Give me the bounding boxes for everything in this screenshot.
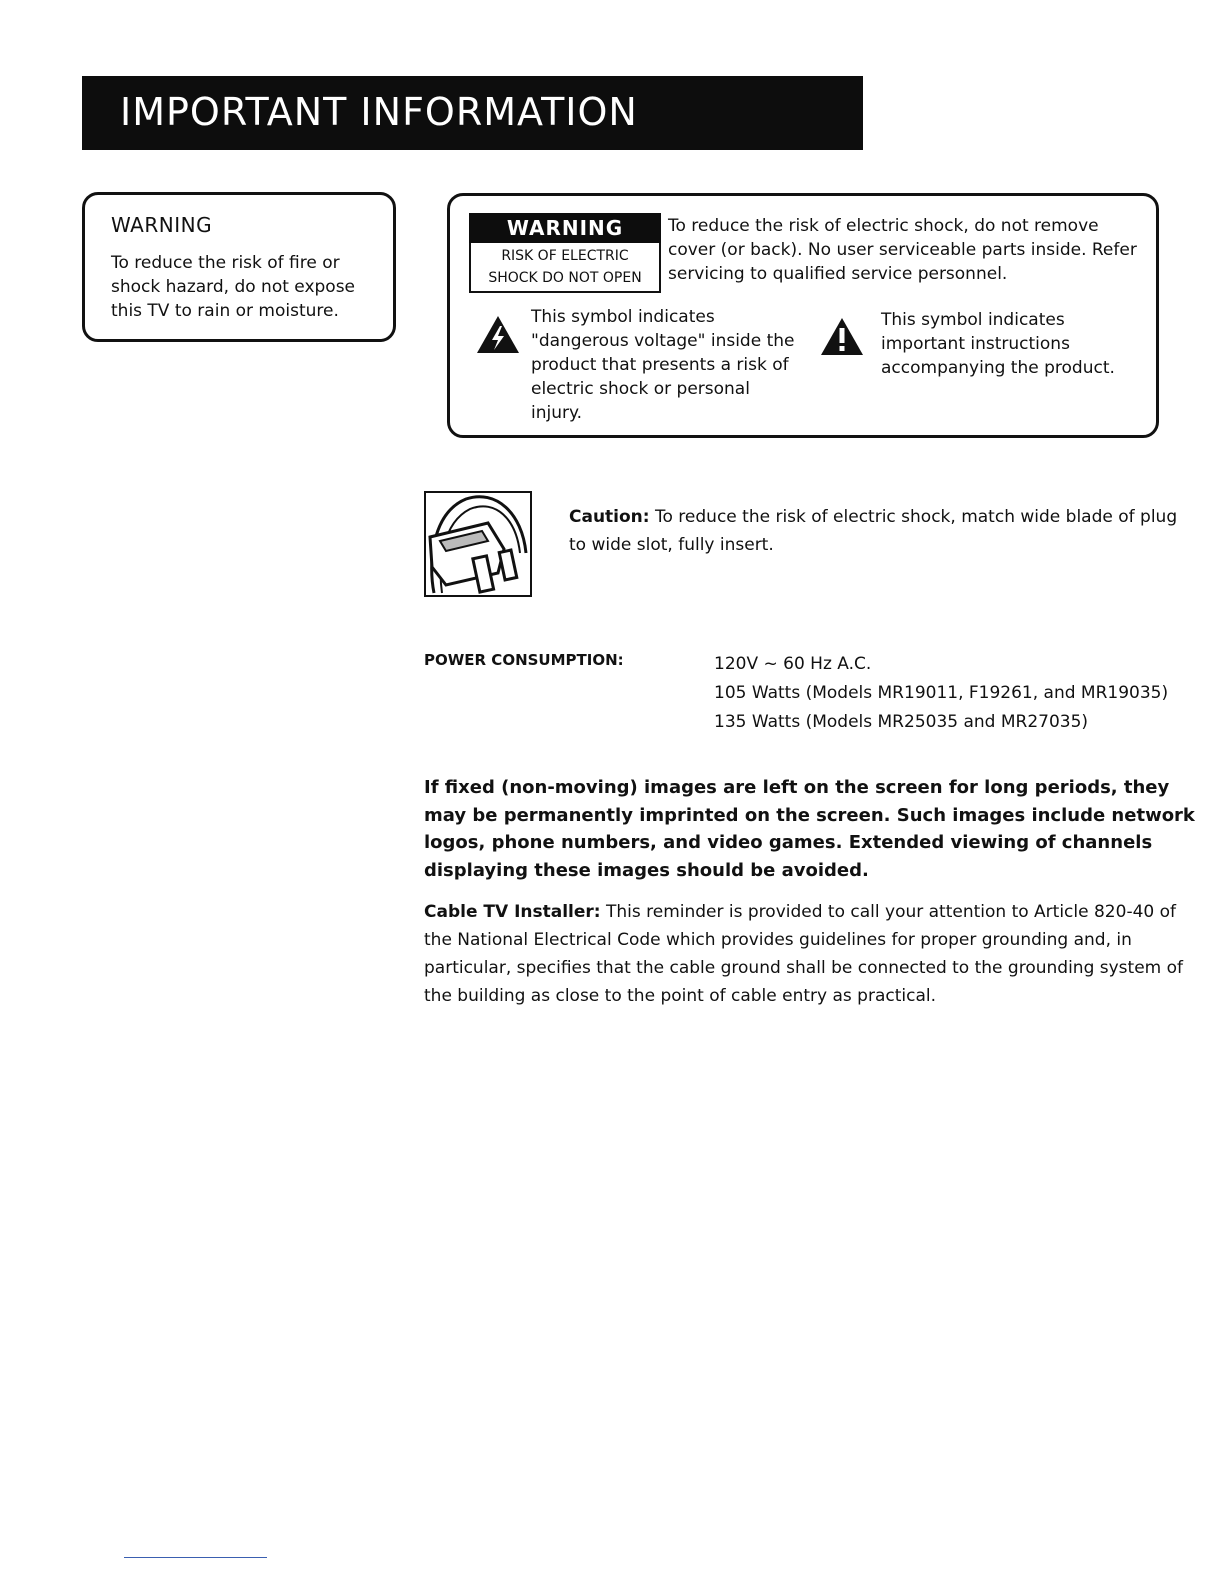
caution-label: Caution: (569, 507, 650, 527)
cable-installer-note (424, 898, 1204, 1010)
power-line: 105 Watts (Models MR19011, F19261, and MR19035) (714, 683, 1169, 703)
warning-box-shock (447, 193, 1159, 438)
footer-rule (124, 1557, 267, 1558)
warning-title: WARNING (111, 213, 213, 237)
fixed-images-notice: If fixed (non-moving) images are left on the screen for long periods, they may be permanently imprinted on the screen. Such images include network logos, phone numbers, and video games. Extended viewing of channels displaying these images should be avoided. (424, 777, 1195, 881)
warning-label-line-2: SHOCK DO NOT OPEN (488, 270, 642, 286)
polarized-plug-icon (424, 491, 532, 597)
caution-text (569, 503, 1199, 559)
warning-text: To reduce the risk of fire or shock hazard, do not expose this TV to rain or moisture. (111, 253, 356, 321)
symbol-instructions-text: This symbol indicates important instructions accompanying the product. (881, 310, 1115, 378)
power-consumption-label: POWER CONSUMPTION: (424, 651, 624, 669)
cable-installer-label: Cable TV Installer: (424, 902, 601, 922)
warning-label-line-1: RISK OF ELECTRIC (501, 248, 629, 264)
exclamation-triangle-icon (820, 316, 864, 356)
lightning-triangle-icon (476, 314, 520, 354)
warning-label-title: WARNING (469, 213, 661, 243)
power-line: 120V ~ 60 Hz A.C. (714, 654, 872, 674)
symbol-voltage-text: This symbol indicates "dangerous voltage" inside the product that presents a risk of electric shock or personal injury. (531, 307, 795, 423)
caution-body: To reduce the risk of electric shock, match wide blade of plug to wide slot, fully insert. (569, 507, 1178, 555)
warning-label-subtitle (469, 243, 661, 293)
warning-label (469, 213, 661, 293)
power-consumption-values (714, 650, 1168, 737)
warning-shock-text: To reduce the risk of electric shock, do not remove cover (or back). No user serviceable parts inside. Refer servicing to qualified service personnel. (668, 216, 1137, 284)
warning-box-fire (82, 192, 396, 342)
cable-installer-body: This reminder is provided to call your attention to Article 820-40 of the National Electrical Code which provides guidelines for proper grounding and, in particular, specifies that the cable ground shall be connected to the grounding system of the building as close to the point of cable entry as practical. (424, 902, 1184, 1006)
page-title: IMPORTANT INFORMATION (120, 90, 638, 134)
power-line: 135 Watts (Models MR25035 and MR27035) (714, 712, 1089, 732)
header-bar (82, 76, 863, 150)
